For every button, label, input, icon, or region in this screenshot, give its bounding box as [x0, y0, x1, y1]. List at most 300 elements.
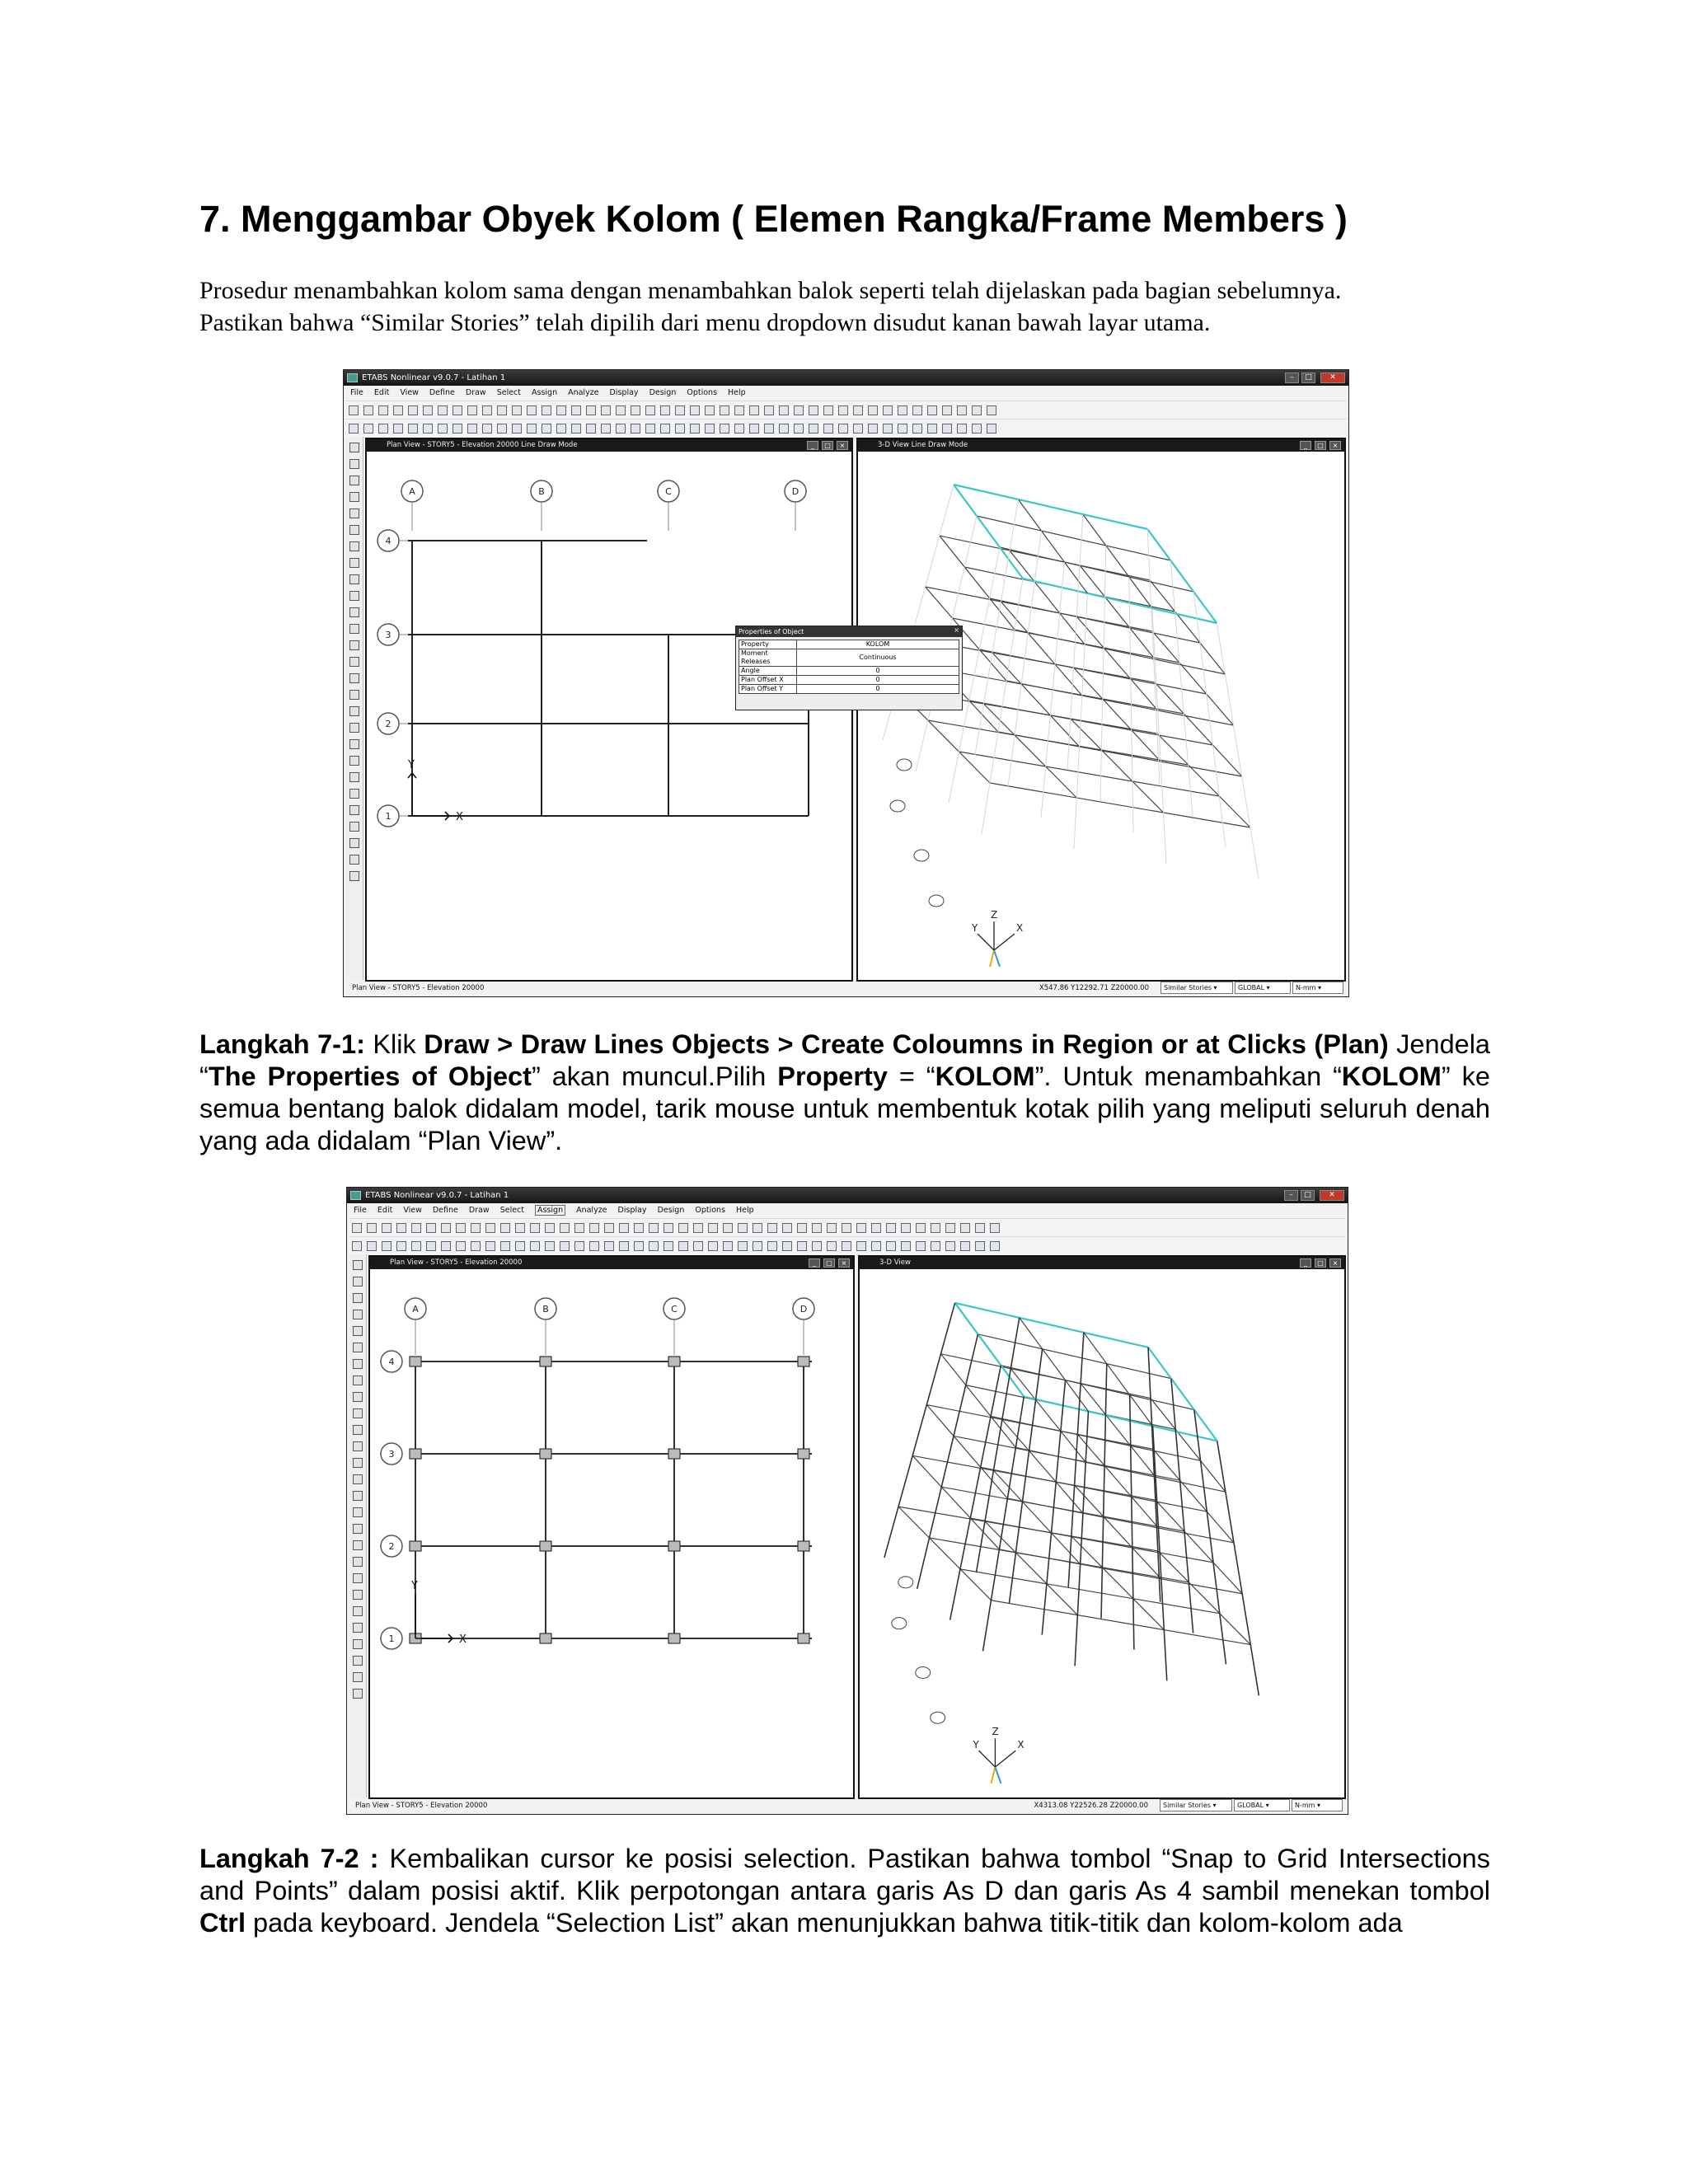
- column-marker[interactable]: [798, 1633, 809, 1643]
- draw-tool-icon[interactable]: [353, 1293, 363, 1303]
- toolbar-tool-icon[interactable]: [957, 424, 967, 434]
- draw-tool-icon[interactable]: [349, 855, 359, 865]
- toolbar-tool-icon[interactable]: [352, 1241, 362, 1251]
- toolbar-tool-icon[interactable]: [452, 424, 462, 434]
- toolbar-tool-icon[interactable]: [690, 424, 700, 434]
- menu-analyze[interactable]: Analyze: [568, 388, 599, 397]
- toolbar-tool-icon[interactable]: [753, 1241, 762, 1251]
- toolbar-tool-icon[interactable]: [868, 424, 878, 434]
- toolbar-tool-icon[interactable]: [990, 1223, 1000, 1233]
- toolbar-tool-icon[interactable]: [838, 424, 848, 434]
- toolbar-tool-icon[interactable]: [363, 405, 373, 415]
- toolbar-tool-icon[interactable]: [782, 1223, 792, 1233]
- menu-edit[interactable]: Edit: [377, 1206, 393, 1215]
- toolbar-tool-icon[interactable]: [393, 405, 403, 415]
- minimize-button[interactable]: –: [1284, 1190, 1298, 1201]
- toolbar-tool-icon[interactable]: [649, 1223, 659, 1233]
- toolbar-tool-icon[interactable]: [382, 1241, 392, 1251]
- toolbar-tool-icon[interactable]: [441, 1223, 451, 1233]
- toolbar-tool-icon[interactable]: [634, 1223, 644, 1233]
- toolbar-tool-icon[interactable]: [649, 1241, 659, 1251]
- property-row[interactable]: [739, 640, 959, 649]
- toolbar-tool-icon[interactable]: [452, 405, 462, 415]
- draw-tool-icon[interactable]: [349, 574, 359, 584]
- toolbar-tool-icon[interactable]: [912, 405, 922, 415]
- toolbar-tool-icon[interactable]: [485, 1241, 495, 1251]
- draw-tool-icon[interactable]: [353, 1425, 363, 1435]
- draw-tool-icon[interactable]: [349, 509, 359, 518]
- toolbar-tool-icon[interactable]: [349, 424, 359, 434]
- column-marker[interactable]: [798, 1449, 809, 1459]
- menu-file[interactable]: File: [354, 1206, 367, 1215]
- toolbar-tool-icon[interactable]: [601, 424, 611, 434]
- toolbar-tool-icon[interactable]: [957, 405, 967, 415]
- pane-maximize-button[interactable]: □: [823, 1258, 835, 1268]
- toolbar-tool-icon[interactable]: [512, 424, 522, 434]
- toolbar-tool-icon[interactable]: [604, 1223, 614, 1233]
- toolbar-tool-icon[interactable]: [631, 424, 640, 434]
- draw-tool-icon[interactable]: [353, 1392, 363, 1402]
- toolbar-tool-icon[interactable]: [794, 405, 804, 415]
- toolbar-tool-icon[interactable]: [675, 405, 685, 415]
- toolbar-tool-icon[interactable]: [467, 424, 477, 434]
- toolbar-tool-icon[interactable]: [797, 1223, 807, 1233]
- maximize-button[interactable]: □: [1301, 373, 1315, 383]
- draw-tool-icon[interactable]: [353, 1524, 363, 1534]
- toolbar-tool-icon[interactable]: [945, 1241, 955, 1251]
- menu-define[interactable]: Define: [429, 388, 455, 397]
- toolbar-tool-icon[interactable]: [500, 1241, 510, 1251]
- menu-draw[interactable]: Draw: [465, 388, 486, 397]
- toolbar-tool-icon[interactable]: [812, 1241, 822, 1251]
- property-value[interactable]: Continuous: [797, 649, 959, 667]
- toolbar-tool-icon[interactable]: [794, 424, 804, 434]
- column-marker[interactable]: [668, 1449, 680, 1459]
- draw-tool-icon[interactable]: [353, 1359, 363, 1369]
- toolbar-tool-icon[interactable]: [382, 1223, 392, 1233]
- toolbar-tool-icon[interactable]: [823, 405, 833, 415]
- menu-file[interactable]: File: [350, 388, 363, 397]
- draw-tool-icon[interactable]: [353, 1326, 363, 1336]
- toolbar-tool-icon[interactable]: [853, 405, 863, 415]
- draw-tool-icon[interactable]: [349, 871, 359, 881]
- toolbar-tool-icon[interactable]: [705, 405, 715, 415]
- toolbar-tool-icon[interactable]: [675, 424, 685, 434]
- toolbar-tool-icon[interactable]: [396, 1223, 406, 1233]
- draw-tool-icon[interactable]: [349, 443, 359, 452]
- toolbar-tool-icon[interactable]: [571, 424, 581, 434]
- draw-tool-icon[interactable]: [353, 1507, 363, 1517]
- toolbar-tool-icon[interactable]: [975, 1223, 985, 1233]
- toolbar-tool-icon[interactable]: [482, 424, 492, 434]
- pane-close-button[interactable]: ×: [1329, 1258, 1341, 1268]
- draw-tool-icon[interactable]: [353, 1408, 363, 1418]
- toolbar-tool-icon[interactable]: [690, 405, 700, 415]
- draw-tool-icon[interactable]: [353, 1656, 363, 1666]
- toolbar-tool-icon[interactable]: [678, 1223, 688, 1233]
- draw-tool-icon[interactable]: [353, 1639, 363, 1649]
- draw-tool-icon[interactable]: [349, 789, 359, 799]
- toolbar-tool-icon[interactable]: [960, 1223, 970, 1233]
- draw-tool-icon[interactable]: [353, 1441, 363, 1451]
- toolbar-tool-icon[interactable]: [363, 424, 373, 434]
- toolbar-tool-icon[interactable]: [827, 1223, 837, 1233]
- toolbar-tool-icon[interactable]: [779, 405, 789, 415]
- property-value[interactable]: 0: [797, 667, 959, 676]
- property-row[interactable]: [739, 649, 959, 667]
- toolbar-tool-icon[interactable]: [767, 1223, 777, 1233]
- toolbar-tool-icon[interactable]: [809, 424, 818, 434]
- toolbar-tool-icon[interactable]: [856, 1241, 866, 1251]
- toolbar-tool-icon[interactable]: [456, 1223, 466, 1233]
- toolbar-tool-icon[interactable]: [571, 405, 581, 415]
- draw-tool-icon[interactable]: [349, 607, 359, 617]
- draw-tool-icon[interactable]: [349, 822, 359, 832]
- menu-help[interactable]: Help: [736, 1206, 754, 1215]
- properties-of-object-dialog[interactable]: [735, 626, 963, 710]
- plan-view-pane[interactable]: [368, 1255, 855, 1799]
- toolbar-tool-icon[interactable]: [660, 424, 670, 434]
- toolbar-tool-icon[interactable]: [660, 405, 670, 415]
- draw-tool-icon[interactable]: [353, 1491, 363, 1501]
- pane-close-button[interactable]: ×: [837, 441, 848, 450]
- toolbar-tool-icon[interactable]: [663, 1241, 673, 1251]
- menu-draw[interactable]: Draw: [468, 1206, 490, 1215]
- draw-tool-icon[interactable]: [349, 723, 359, 733]
- draw-tool-icon[interactable]: [349, 673, 359, 683]
- toolbar-tool-icon[interactable]: [927, 424, 937, 434]
- toolbar-tool-icon[interactable]: [871, 1241, 881, 1251]
- column-marker[interactable]: [540, 1449, 551, 1459]
- toolbar-tool-icon[interactable]: [589, 1223, 599, 1233]
- coord-system-dropdown[interactable]: GLOBAL ▾: [1234, 1799, 1290, 1811]
- draw-tool-icon[interactable]: [349, 756, 359, 766]
- toolbar-tool-icon[interactable]: [842, 1223, 851, 1233]
- toolbar-tool-icon[interactable]: [960, 1241, 970, 1251]
- toolbar-tool-icon[interactable]: [512, 405, 522, 415]
- toolbar-tool-icon[interactable]: [467, 405, 477, 415]
- toolbar-tool-icon[interactable]: [767, 1241, 777, 1251]
- toolbar-tool-icon[interactable]: [408, 405, 418, 415]
- toolbar-tool-icon[interactable]: [619, 1223, 629, 1233]
- toolbar-tool-icon[interactable]: [500, 1223, 510, 1233]
- toolbar-tool-icon[interactable]: [898, 405, 907, 415]
- draw-tool-icon[interactable]: [353, 1672, 363, 1682]
- toolbar-tool-icon[interactable]: [972, 405, 982, 415]
- draw-tool-icon[interactable]: [349, 558, 359, 568]
- pane-maximize-button[interactable]: □: [1315, 1258, 1326, 1268]
- column-marker[interactable]: [668, 1633, 680, 1643]
- toolbar-tool-icon[interactable]: [619, 1241, 629, 1251]
- toolbar-tool-icon[interactable]: [367, 1223, 377, 1233]
- toolbar-tool-icon[interactable]: [764, 424, 774, 434]
- toolbar-tool-icon[interactable]: [738, 1241, 748, 1251]
- toolbar-tool-icon[interactable]: [586, 405, 596, 415]
- toolbar-tool-icon[interactable]: [441, 1241, 451, 1251]
- toolbar-tool-icon[interactable]: [586, 424, 596, 434]
- toolbar-tool-icon[interactable]: [471, 1241, 481, 1251]
- toolbar-tool-icon[interactable]: [812, 1223, 822, 1233]
- toolbar-tool-icon[interactable]: [542, 405, 551, 415]
- property-row[interactable]: [739, 667, 959, 676]
- menu-display[interactable]: Display: [617, 1206, 647, 1215]
- column-marker[interactable]: [540, 1633, 551, 1643]
- property-row[interactable]: [739, 676, 959, 685]
- toolbar-tool-icon[interactable]: [871, 1223, 881, 1233]
- toolbar-tool-icon[interactable]: [734, 424, 744, 434]
- draw-tool-icon[interactable]: [349, 459, 359, 469]
- draw-tool-icon[interactable]: [349, 739, 359, 749]
- draw-tool-icon[interactable]: [353, 1689, 363, 1699]
- draw-tool-icon[interactable]: [353, 1623, 363, 1633]
- toolbar-tool-icon[interactable]: [838, 405, 848, 415]
- toolbar-tool-icon[interactable]: [560, 1241, 570, 1251]
- column-marker[interactable]: [798, 1541, 809, 1551]
- toolbar-tool-icon[interactable]: [423, 405, 433, 415]
- toolbar-tool-icon[interactable]: [527, 405, 537, 415]
- toolbar-tool-icon[interactable]: [708, 1241, 718, 1251]
- toolbar-tool-icon[interactable]: [601, 405, 611, 415]
- toolbar-tool-icon[interactable]: [827, 1241, 837, 1251]
- toolbar-tool-icon[interactable]: [530, 1223, 540, 1233]
- draw-tool-icon[interactable]: [349, 706, 359, 716]
- units-dropdown[interactable]: N-mm ▾: [1292, 982, 1343, 994]
- toolbar-tool-icon[interactable]: [797, 1241, 807, 1251]
- toolbar-tool-icon[interactable]: [883, 405, 893, 415]
- column-marker[interactable]: [668, 1357, 680, 1366]
- units-dropdown[interactable]: N-mm ▾: [1292, 1799, 1343, 1811]
- pane-close-button[interactable]: ×: [838, 1258, 850, 1268]
- column-marker[interactable]: [410, 1541, 421, 1551]
- toolbar-tool-icon[interactable]: [527, 424, 537, 434]
- menu-assign[interactable]: Assign: [535, 1205, 565, 1216]
- toolbar-tool-icon[interactable]: [645, 424, 655, 434]
- toolbar-tool-icon[interactable]: [883, 424, 893, 434]
- toolbar-tool-icon[interactable]: [693, 1241, 703, 1251]
- draw-tool-icon[interactable]: [353, 1590, 363, 1600]
- toolbar-tool-icon[interactable]: [987, 405, 996, 415]
- toolbar-tool-icon[interactable]: [438, 424, 448, 434]
- menu-view[interactable]: View: [400, 388, 419, 397]
- column-marker[interactable]: [410, 1357, 421, 1366]
- draw-tool-icon[interactable]: [353, 1277, 363, 1286]
- toolbar-tool-icon[interactable]: [497, 424, 507, 434]
- column-marker[interactable]: [540, 1541, 551, 1551]
- menu-select[interactable]: Select: [496, 388, 521, 397]
- toolbar-tool-icon[interactable]: [990, 1241, 1000, 1251]
- toolbar-tool-icon[interactable]: [927, 405, 937, 415]
- toolbar-tool-icon[interactable]: [378, 405, 388, 415]
- draw-tool-icon[interactable]: [353, 1573, 363, 1583]
- toolbar-tool-icon[interactable]: [678, 1241, 688, 1251]
- toolbar-tool-icon[interactable]: [426, 1223, 436, 1233]
- toolbar-tool-icon[interactable]: [753, 1223, 762, 1233]
- toolbar-tool-icon[interactable]: [616, 405, 626, 415]
- toolbar-tool-icon[interactable]: [916, 1223, 926, 1233]
- toolbar-tool-icon[interactable]: [574, 1223, 584, 1233]
- coord-system-dropdown[interactable]: GLOBAL ▾: [1235, 982, 1291, 994]
- toolbar-tool-icon[interactable]: [426, 1241, 436, 1251]
- toolbar-tool-icon[interactable]: [853, 424, 863, 434]
- maximize-button[interactable]: □: [1301, 1190, 1315, 1201]
- toolbar-tool-icon[interactable]: [411, 1223, 421, 1233]
- draw-tool-icon[interactable]: [349, 591, 359, 601]
- toolbar-tool-icon[interactable]: [901, 1241, 911, 1251]
- close-button[interactable]: ✕: [1320, 1190, 1344, 1201]
- toolbar-tool-icon[interactable]: [942, 424, 952, 434]
- draw-tool-icon[interactable]: [349, 657, 359, 667]
- toolbar-tool-icon[interactable]: [378, 424, 388, 434]
- toolbar-tool-icon[interactable]: [631, 405, 640, 415]
- toolbar-tool-icon[interactable]: [485, 1223, 495, 1233]
- toolbar-tool-icon[interactable]: [396, 1241, 406, 1251]
- toolbar-tool-icon[interactable]: [898, 424, 907, 434]
- column-marker[interactable]: [540, 1357, 551, 1366]
- toolbar-tool-icon[interactable]: [693, 1223, 703, 1233]
- menu-options[interactable]: Options: [687, 388, 718, 397]
- menu-help[interactable]: Help: [728, 388, 746, 397]
- toolbar-tool-icon[interactable]: [542, 424, 551, 434]
- draw-tool-icon[interactable]: [349, 838, 359, 848]
- draw-tool-icon[interactable]: [349, 541, 359, 551]
- toolbar-tool-icon[interactable]: [931, 1223, 940, 1233]
- menu-view[interactable]: View: [403, 1206, 422, 1215]
- toolbar-tool-icon[interactable]: [886, 1241, 896, 1251]
- pane-minimize-button[interactable]: _: [809, 1258, 820, 1268]
- toolbar-tool-icon[interactable]: [886, 1223, 896, 1233]
- property-value[interactable]: 0: [797, 685, 959, 694]
- pane-maximize-button[interactable]: □: [822, 441, 833, 450]
- draw-tool-icon[interactable]: [349, 476, 359, 485]
- toolbar-tool-icon[interactable]: [471, 1223, 481, 1233]
- toolbar-tool-icon[interactable]: [916, 1241, 926, 1251]
- toolbar-tool-icon[interactable]: [589, 1241, 599, 1251]
- similar-stories-dropdown[interactable]: Similar Stories ▾: [1160, 1799, 1232, 1811]
- similar-stories-dropdown[interactable]: Similar Stories ▾: [1160, 982, 1233, 994]
- toolbar-tool-icon[interactable]: [720, 405, 729, 415]
- draw-tool-icon[interactable]: [353, 1474, 363, 1484]
- draw-tool-icon[interactable]: [349, 525, 359, 535]
- toolbar-tool-icon[interactable]: [367, 1241, 377, 1251]
- toolbar-tool-icon[interactable]: [782, 1241, 792, 1251]
- toolbar-tool-icon[interactable]: [545, 1241, 555, 1251]
- draw-tool-icon[interactable]: [353, 1540, 363, 1550]
- menu-display[interactable]: Display: [609, 388, 639, 397]
- toolbar-tool-icon[interactable]: [423, 424, 433, 434]
- draw-tool-icon[interactable]: [353, 1557, 363, 1567]
- draw-tool-icon[interactable]: [353, 1606, 363, 1616]
- toolbar-tool-icon[interactable]: [942, 405, 952, 415]
- toolbar-tool-icon[interactable]: [645, 405, 655, 415]
- toolbar-tool-icon[interactable]: [634, 1241, 644, 1251]
- toolbar-tool-icon[interactable]: [720, 424, 729, 434]
- toolbar-tool-icon[interactable]: [972, 424, 982, 434]
- draw-tool-icon[interactable]: [353, 1343, 363, 1352]
- toolbar-tool-icon[interactable]: [545, 1223, 555, 1233]
- menu-define[interactable]: Define: [432, 1206, 458, 1215]
- toolbar-tool-icon[interactable]: [438, 405, 448, 415]
- draw-tool-icon[interactable]: [353, 1310, 363, 1319]
- property-value[interactable]: 0: [797, 676, 959, 685]
- pane-minimize-button[interactable]: _: [1300, 1258, 1311, 1268]
- draw-tool-icon[interactable]: [353, 1376, 363, 1385]
- toolbar-tool-icon[interactable]: [556, 405, 566, 415]
- toolbar-tool-icon[interactable]: [393, 424, 403, 434]
- toolbar-tool-icon[interactable]: [723, 1223, 733, 1233]
- toolbar-tool-icon[interactable]: [349, 405, 359, 415]
- pane-minimize-button[interactable]: _: [807, 441, 818, 450]
- draw-tool-icon[interactable]: [349, 690, 359, 700]
- toolbar-tool-icon[interactable]: [708, 1223, 718, 1233]
- properties-close-icon[interactable]: ×: [954, 626, 959, 634]
- toolbar-tool-icon[interactable]: [352, 1223, 362, 1233]
- toolbar-tool-icon[interactable]: [738, 1223, 748, 1233]
- toolbar-tool-icon[interactable]: [515, 1223, 525, 1233]
- menu-design[interactable]: Design: [649, 388, 677, 397]
- toolbar-tool-icon[interactable]: [616, 424, 626, 434]
- pane-minimize-button[interactable]: _: [1300, 441, 1311, 450]
- toolbar-tool-icon[interactable]: [823, 424, 833, 434]
- column-marker[interactable]: [798, 1357, 809, 1366]
- toolbar-tool-icon[interactable]: [734, 405, 744, 415]
- toolbar-tool-icon[interactable]: [931, 1241, 940, 1251]
- toolbar-tool-icon[interactable]: [779, 424, 789, 434]
- draw-tool-icon[interactable]: [349, 492, 359, 502]
- draw-tool-icon[interactable]: [349, 805, 359, 815]
- draw-tool-icon[interactable]: [349, 624, 359, 634]
- toolbar-tool-icon[interactable]: [530, 1241, 540, 1251]
- close-button[interactable]: ✕: [1320, 373, 1345, 383]
- property-value[interactable]: KOLOM: [797, 640, 959, 649]
- column-marker[interactable]: [410, 1449, 421, 1459]
- toolbar-tool-icon[interactable]: [482, 405, 492, 415]
- toolbar-tool-icon[interactable]: [515, 1241, 525, 1251]
- toolbar-tool-icon[interactable]: [764, 405, 774, 415]
- menu-analyze[interactable]: Analyze: [576, 1206, 607, 1215]
- minimize-button[interactable]: –: [1285, 373, 1299, 383]
- toolbar-tool-icon[interactable]: [749, 405, 759, 415]
- draw-tool-icon[interactable]: [353, 1260, 363, 1270]
- property-row[interactable]: [739, 685, 959, 694]
- menu-select[interactable]: Select: [499, 1206, 524, 1215]
- toolbar-tool-icon[interactable]: [723, 1241, 733, 1251]
- toolbar-tool-icon[interactable]: [809, 405, 818, 415]
- toolbar-tool-icon[interactable]: [705, 424, 715, 434]
- toolbar-tool-icon[interactable]: [868, 405, 878, 415]
- menu-assign[interactable]: Assign: [532, 388, 558, 397]
- toolbar-tool-icon[interactable]: [901, 1223, 911, 1233]
- toolbar-tool-icon[interactable]: [987, 424, 996, 434]
- toolbar-tool-icon[interactable]: [975, 1241, 985, 1251]
- menu-options[interactable]: Options: [695, 1206, 726, 1215]
- draw-tool-icon[interactable]: [349, 640, 359, 650]
- toolbar-tool-icon[interactable]: [604, 1241, 614, 1251]
- pane-maximize-button[interactable]: □: [1315, 441, 1326, 450]
- toolbar-tool-icon[interactable]: [749, 424, 759, 434]
- menu-edit[interactable]: Edit: [373, 388, 390, 397]
- toolbar-tool-icon[interactable]: [856, 1223, 866, 1233]
- draw-tool-icon[interactable]: [353, 1458, 363, 1468]
- toolbar-tool-icon[interactable]: [560, 1223, 570, 1233]
- 3d-view-pane[interactable]: [858, 1255, 1346, 1799]
- toolbar-tool-icon[interactable]: [842, 1241, 851, 1251]
- toolbar-tool-icon[interactable]: [912, 424, 922, 434]
- column-marker[interactable]: [668, 1541, 680, 1551]
- pane-close-button[interactable]: ×: [1329, 441, 1341, 450]
- draw-tool-icon[interactable]: [349, 772, 359, 782]
- toolbar-tool-icon[interactable]: [456, 1241, 466, 1251]
- menu-design[interactable]: Design: [657, 1206, 685, 1215]
